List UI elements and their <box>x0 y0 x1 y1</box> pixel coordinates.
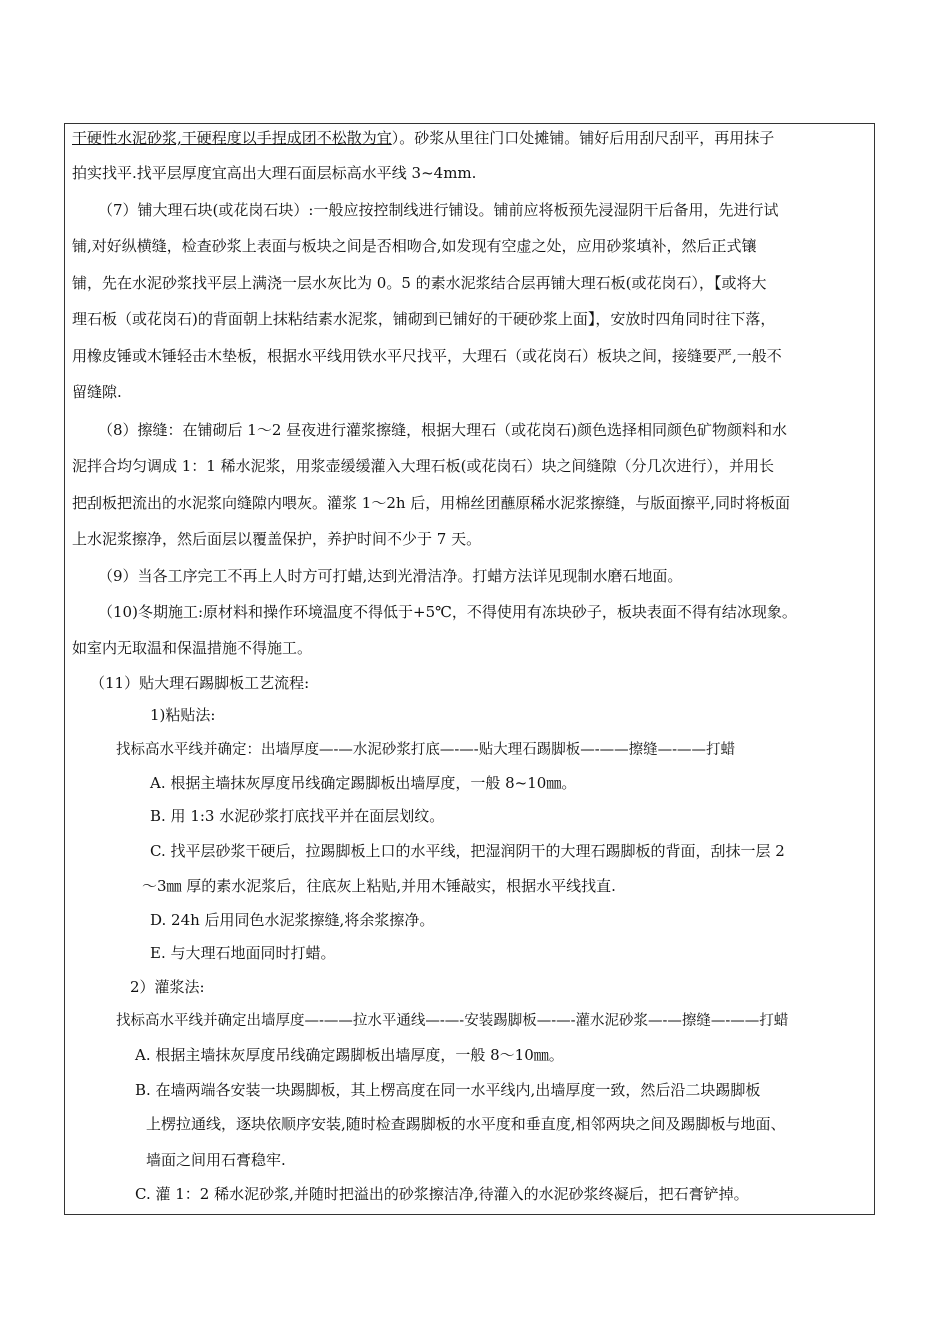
text-span: ）。砂浆从里往门口处摊铺。铺好后用刮尺刮平，再用抹子 <box>391 129 775 147</box>
text-line: 上水泥浆擦净，然后面层以覆盖保护，养护时间不少于 7 天。 <box>72 530 482 548</box>
text-line: （8）擦缝：在铺砌后 1～2 昼夜进行灌浆擦缝，根据大理石（或花岗石)颜色选择相同颜色矿物颜料和水 <box>98 421 788 439</box>
text-line: （7）铺大理石块(或花岗石块）:一般应按控制线进行铺设。铺前应将板预先浸湿阴干后备用，先进行试 <box>98 201 779 219</box>
text-line <box>72 128 774 148</box>
text-line: 泥拌合均匀调成 1：1 稀水泥浆，用浆壶缓缓灌入大理石板(或花岗石）块之间缝隙（分几次进行），并用长 <box>72 457 774 475</box>
list-item: D. 24h 后用同色水泥浆擦缝,将余浆擦净。 <box>150 911 435 929</box>
text-line: （9）当各工序完工不再上人时方可打蜡,达到光滑洁净。打蜡方法详见现制水磨石地面。 <box>98 567 683 585</box>
list-item: B. 在墙两端各安装一块踢脚板，其上楞高度在同一水平线内,出墙厚度一致，然后沿二块踢脚板 <box>135 1081 761 1099</box>
list-item: E. 与大理石地面同时打蜡。 <box>150 944 336 962</box>
list-item-continuation: 上楞拉通线，逐块依顺序安装,随时检查踢脚板的水平度和垂直度,相邻两块之间及踢脚板与地面、 <box>146 1115 786 1133</box>
method-title: 2）灌浆法: <box>130 978 205 996</box>
text-line: 铺,对好纵横缝，检查砂浆上表面与板块之间是否相吻合,如发现有空虚之处，应用砂浆填补，然后正式镶 <box>72 237 757 255</box>
list-item-continuation: 墙面之间用石膏稳牢. <box>146 1151 286 1169</box>
list-item: C. 灌 1：2 稀水泥砂浆,并随时把溢出的砂浆擦洁净,待灌入的水泥砂浆终凝后，把石膏铲掉。 <box>135 1185 749 1203</box>
list-item: A. 根据主墙抹灰厚度吊线确定踢脚板出墙厚度，一般 8~10㎜。 <box>150 774 577 792</box>
list-item: C. 找平层砂浆干硬后，拉踢脚板上口的水平线，把湿润阴干的大理石踢脚板的背面，刮抹一层 2 <box>150 842 785 860</box>
process-flow: 找标高水平线并确定出墙厚度—-——拉水平通线—-—-安装踢脚板—-—-灌水泥砂浆—-—擦缝—-——打蜡 <box>116 1013 789 1029</box>
list-item-continuation: ～3㎜ 厚的素水泥浆后，往底灰上粘贴,并用木锤敲实，根据水平线找直. <box>142 877 616 895</box>
section-heading: （11）贴大理石踢脚板工艺流程: <box>90 674 310 692</box>
text-line: 如室内无取温和保温措施不得施工。 <box>72 639 313 657</box>
text-line: 拍实找平.找平层厚度宜高出大理石面层标高水平线 3~4mm. <box>72 164 477 182</box>
text-line: 留缝隙. <box>72 383 122 401</box>
list-item: A. 根据主墙抹灰厚度吊线确定踢脚板出墙厚度，一般 8～10㎜。 <box>135 1046 564 1064</box>
list-item: B. 用 1:3 水泥砂浆打底找平并在面层划纹。 <box>150 807 445 825</box>
text-line: 铺，先在水泥砂浆找平层上满浇一层水灰比为 0。5 的素水泥浆结合层再铺大理石板(或花岗石），【或将大 <box>72 274 767 292</box>
method-title: 1)粘贴法: <box>150 706 216 724</box>
text-line: 把刮板把流出的水泥浆向缝隙内喂灰。灌浆 1～2h 后，用棉丝团蘸原稀水泥浆擦缝，与版面擦平,同时将板面 <box>72 494 791 512</box>
text-line: 用橡皮锤或木锤轻击木垫板，根据水平线用铁水平尺找平，大理石（或花岗石）板块之间，接缝要严,一般不 <box>72 347 782 365</box>
process-flow: 找标高水平线并确定：出墙厚度—-—水泥砂浆打底—-—-贴大理石踢脚板—-——擦缝—-——打蜡 <box>116 742 735 758</box>
text-line: 理石板（或花岗石)的背面朝上抹粘结素水泥浆，铺砌到已铺好的干硬砂浆上面】，安放时四角同时往下落， <box>72 310 776 328</box>
underlined-text: 干硬性水泥砂浆,干硬程度以手捏成团不松散为宜 <box>72 129 392 147</box>
text-line: （10)冬期施工:原材料和操作环境温度不得低于+5℃，不得使用有冻块砂子，板块表面不得有结冰现象。 <box>98 603 797 621</box>
